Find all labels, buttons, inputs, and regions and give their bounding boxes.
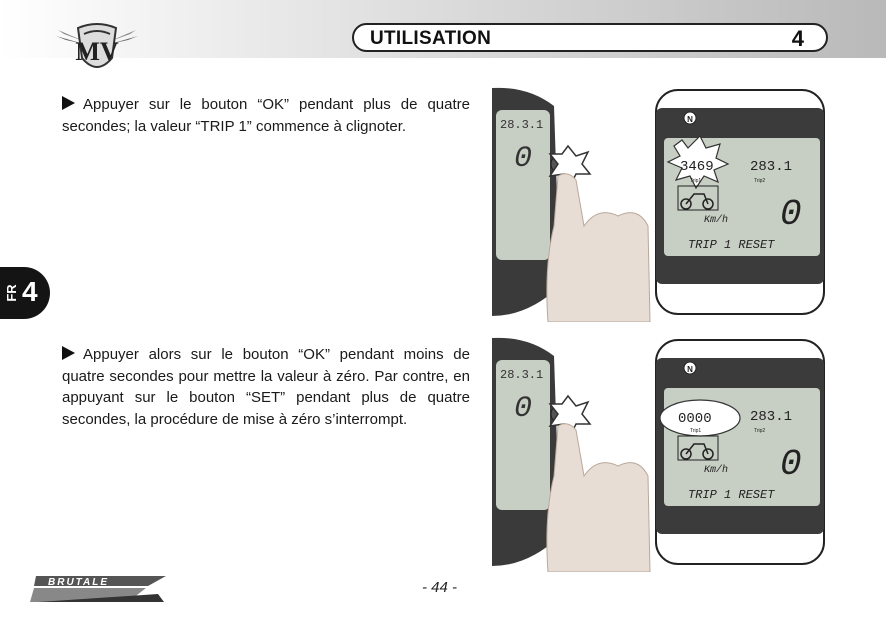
instruction-paragraph-1 (62, 94, 470, 137)
chapter-side-tab (0, 267, 50, 319)
instruction-text-2: Appuyer alors sur le bouton “OK” pendant moins de quatre secondes pour mettre la valeur à zéro. Par contre, en appuyant sur le bouton “SET” pendant plus de quatre secondes, la procédure de mise à zéro s’interrompt. (62, 346, 470, 428)
speed-value: 0 (780, 194, 802, 235)
bullet-arrow-icon (62, 96, 75, 110)
trip1-label: Trip1 (690, 178, 702, 184)
left-speed-text: 0 (514, 142, 533, 176)
lcd-message: TRIP 1 RESET (688, 488, 775, 502)
svg-text:MV: MV (75, 37, 119, 66)
trip2-label: Trip2 (754, 178, 766, 184)
left-odo-text: 28.3.1 (500, 118, 544, 132)
trip1-label: Trip1 (690, 428, 702, 434)
section-title: UTILISATION (370, 28, 492, 49)
trip2-value: 283.1 (750, 159, 793, 175)
chapter-number: 4 (791, 26, 804, 51)
trip2-label: Trip2 (754, 428, 766, 434)
speed-value: 0 (780, 444, 802, 485)
left-speed-text: 0 (514, 392, 533, 426)
trip2-value: 283.1 (750, 409, 793, 425)
language-label: FR (4, 284, 19, 302)
trip1-value: 0000 (678, 411, 712, 427)
finger-icon (547, 174, 650, 322)
dashboard-illustration-1 (488, 86, 831, 322)
bullet-arrow-icon (62, 346, 75, 360)
left-odo-text: 28.3.1 (500, 368, 544, 382)
brutale-logo (28, 572, 168, 606)
trip1-value: 3469 (680, 159, 714, 175)
dashboard-illustration-2 (488, 336, 831, 572)
instruction-paragraph-2 (62, 344, 470, 430)
instruction-text-1: Appuyer sur le bouton “OK” pendant plus de quatre secondes; la valeur “TRIP 1” commence à clignoter. (62, 96, 470, 135)
mv-agusta-logo (54, 14, 140, 84)
side-chapter-number: 4 (22, 276, 38, 307)
speed-unit: Km/h (704, 215, 729, 226)
speed-unit: Km/h (704, 465, 729, 476)
gear-indicator: N (687, 115, 693, 124)
section-title-bar (352, 23, 828, 52)
finger-icon (547, 424, 650, 572)
page-number: - 44 - (422, 579, 458, 596)
svg-text:BRUTALE: BRUTALE (48, 577, 110, 588)
gear-indicator: N (687, 365, 693, 374)
lcd-message: TRIP 1 RESET (688, 238, 775, 252)
